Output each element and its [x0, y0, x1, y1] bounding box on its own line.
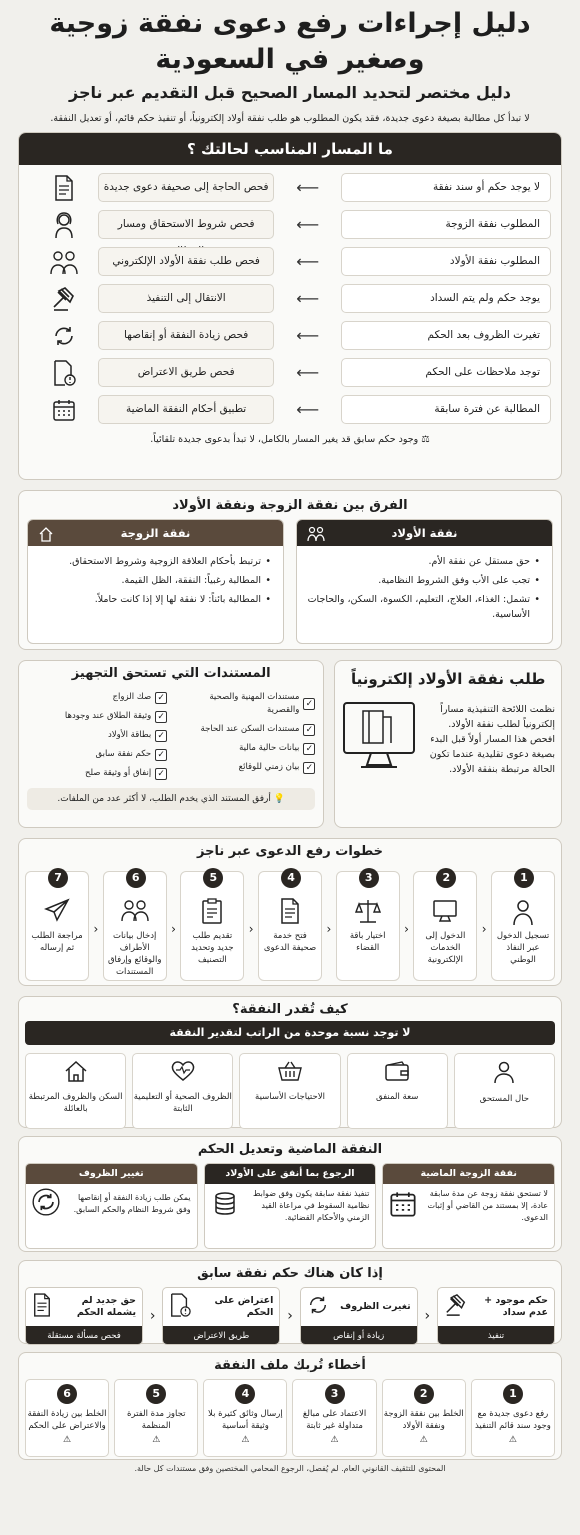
difference-panel — [18, 490, 562, 650]
steps-panel — [18, 838, 562, 986]
checkbox-icon: ✓ — [155, 768, 167, 780]
refresh-icon — [307, 1294, 329, 1321]
path-action: تطبيق أحكام النفقة الماضية — [98, 395, 274, 424]
path-row — [19, 169, 561, 206]
documents-tip — [27, 788, 315, 810]
document-icon — [29, 175, 98, 201]
warning-icon: ⚠ — [330, 1435, 339, 1445]
paths-panel — [18, 132, 562, 480]
step-text: فتح خدمة صحيفة الدعوى — [263, 931, 317, 953]
existing-judgement-panel — [18, 1260, 562, 1344]
step-card — [258, 871, 322, 981]
electronic-request-panel — [334, 660, 562, 828]
checkbox-icon: ✓ — [155, 730, 167, 742]
factor-card — [25, 1053, 126, 1129]
error-text: رفع دعوى جديدة مع وجود سند قائم التنفيذ — [474, 1409, 551, 1431]
item-label: مستندات المهنية والصحية والقصرية — [209, 692, 300, 715]
arrow-left-icon: ⟵ — [296, 325, 320, 345]
woman-icon — [29, 211, 98, 239]
arrow-left-icon: ‹ — [326, 922, 332, 936]
item-label: صك الزواج — [112, 692, 152, 702]
path-row — [19, 280, 561, 317]
item-label: مستندات السكن عند الحاجة — [200, 724, 300, 734]
step-card — [336, 871, 400, 981]
documents-panel — [18, 660, 324, 828]
paths-note — [19, 434, 561, 447]
past-card — [382, 1163, 555, 1249]
children-icon — [307, 525, 325, 551]
error-number: 5 — [146, 1384, 166, 1404]
item-label: بطاقة الأولاد — [107, 730, 152, 740]
step-number: 5 — [203, 868, 223, 888]
path-action: فحص الحاجة إلى صحيفة دعوى جديدة — [98, 173, 274, 202]
person-icon — [493, 1076, 515, 1087]
checkbox-icon: ✓ — [155, 692, 167, 704]
gavel-icon — [444, 1293, 468, 1322]
step-card — [103, 871, 167, 981]
refresh-icon — [32, 1188, 60, 1221]
path-row — [19, 391, 561, 428]
error-text: الخلط بين زيادة النفقة والاعتراض على الحكم — [27, 1409, 107, 1431]
arrow-left-icon: ⟵ — [296, 214, 320, 234]
factor-card — [132, 1053, 233, 1129]
warning-icon: ⚠ — [241, 1435, 250, 1445]
step-number: 3 — [359, 868, 379, 888]
document-checklist-item — [27, 691, 167, 704]
arrow-left-icon: ‹ — [171, 922, 176, 936]
monitor-icon — [414, 898, 476, 926]
flow-card — [437, 1287, 555, 1345]
arrow-left-icon: ⟵ — [296, 177, 320, 197]
past-card-title: تغيير الظروف — [26, 1164, 197, 1184]
document-checklist-item — [175, 761, 315, 774]
arrow-left-icon: ‹ — [248, 922, 254, 936]
arrow-left-icon: ‹ — [287, 1307, 293, 1324]
document-checklist-item — [175, 742, 315, 755]
item-label: وثيقة الطلاق عند وجودها — [64, 711, 152, 721]
arrow-left-icon: ‹ — [404, 922, 409, 936]
checkbox-icon: ✓ — [303, 698, 315, 710]
step-number: 1 — [514, 868, 534, 888]
monitor-icon — [341, 697, 417, 782]
flow-card-title: اعتراض على الحكم — [214, 1295, 274, 1318]
past-title: النفقة الماضية وتعديل الحكم — [197, 1142, 383, 1157]
send-icon — [26, 898, 88, 926]
flow-card-title: حكم موجود + عدم سداد — [484, 1295, 548, 1318]
path-row — [19, 354, 561, 391]
flow-card — [300, 1287, 418, 1345]
warning-icon: ⚠ — [63, 1435, 72, 1445]
objection-document-icon — [29, 360, 98, 386]
errors-panel — [18, 1352, 562, 1460]
refresh-icon — [29, 324, 98, 348]
electronic-title: طلب نفقة الأولاد إلكترونياً — [351, 670, 546, 688]
clipboard-icon — [181, 898, 243, 926]
user-icon — [492, 898, 554, 926]
error-card — [114, 1379, 198, 1457]
arrow-left-icon: ‹ — [149, 1307, 156, 1324]
list-item: • ترتبط بأحكام العلاقة الزوجية وشروط الاستحقاق. — [36, 554, 271, 569]
steps-title: خطوات رفع الدعوى عبر ناجز — [197, 844, 383, 859]
past-card-title: نفقة الزوجة الماضية — [383, 1164, 554, 1184]
step-number: 7 — [48, 868, 68, 888]
calendar-icon — [389, 1190, 417, 1223]
warning-icon: ⚠ — [152, 1435, 161, 1445]
error-text: الخلط بين نفقة الزوجة ونفقة الأولاد — [383, 1409, 464, 1431]
path-action: فحص طريق الاعتراض — [98, 358, 274, 387]
wallet-icon — [384, 1074, 410, 1085]
step-text: تقديم طلب جديد وتحديد التصنيف — [191, 931, 234, 965]
path-action: فحص زيادة النفقة أو إنقاصها — [98, 321, 274, 350]
list-item: • حق مستقل عن نفقة الأم. — [305, 554, 540, 569]
step-text: اختيار باقة القضاء — [349, 931, 386, 953]
checkbox-icon: ✓ — [303, 724, 315, 736]
past-card — [204, 1163, 377, 1249]
past-card-title: الرجوع بما أنفق على الأولاد — [205, 1164, 376, 1184]
step-card — [491, 871, 555, 981]
warning-icon: ⚠ — [419, 1435, 428, 1445]
path-situation: يوجد حكم ولم يتم السداد — [341, 284, 551, 313]
document-checklist-item — [27, 767, 167, 780]
factor-text: السكن والظروف المرتبطة بالعائلة — [28, 1091, 123, 1114]
step-text: إدخال بيانات الأطراف والوقائع وإرفاق المستندات — [107, 931, 162, 977]
step-number: 2 — [436, 868, 456, 888]
document-checklist-item — [175, 723, 315, 736]
error-card — [292, 1379, 376, 1457]
checkbox-icon: ✓ — [155, 749, 167, 761]
arrow-left-icon: ⟵ — [296, 399, 320, 419]
list-item: • المطالبة رغبياً: النفقة، الظل القيمة. — [36, 573, 271, 588]
scales-icon: ⚖ — [421, 434, 430, 445]
arrow-left-icon: ‹ — [93, 922, 99, 936]
document-icon — [259, 898, 321, 926]
factor-card — [347, 1053, 448, 1129]
arrow-left-icon: ‹ — [481, 922, 487, 936]
step-number: 6 — [126, 868, 146, 888]
document-icon — [32, 1293, 52, 1322]
basket-icon — [277, 1074, 303, 1085]
item-label: إنفاق أو وثيقة صلح — [84, 768, 152, 778]
flow-card-footer: فحص مسألة مستقلة — [26, 1326, 142, 1345]
item-label: بيان زمني للوقائع — [238, 762, 300, 772]
document-checklist-item — [175, 691, 315, 717]
error-text: تجاوز مدة الفترة المنظمة — [126, 1409, 186, 1431]
past-card-text: لا تستحق نفقة زوجة عن مدة سابقة عادة، إلا بمستند من القاضي أو إثبات الدعوى. — [427, 1189, 548, 1222]
path-situation: توجد ملاحظات على الحكم — [341, 358, 551, 387]
paths-note-text: وجود حكم سابق قد يغير المسار بالكامل، لا تبدأ بدعوى جديدة تلقائياً. — [150, 434, 419, 445]
page-subtitle: دليل مختصر لتحديد المسار الصحيح قبل التقديم عبر ناجز — [69, 83, 511, 102]
past-card-text: يمكن طلب زيادة النفقة أو إنقاصها وفق شروط النظام والحكم السابق. — [73, 1193, 191, 1215]
difference-title: الفرق بين نفقة الزوجة ونفقة الأولاد — [172, 498, 408, 513]
factor-text: الظروف الصحية أو التعليمية الثابتة — [133, 1091, 232, 1114]
path-row — [19, 243, 561, 280]
path-action: فحص شروط الاستحقاق ومسار — [98, 210, 274, 239]
documents-title: المستندات التي تستحق التجهيز — [71, 666, 271, 681]
flow-card-footer: زيادة أو إنقاص — [301, 1326, 417, 1345]
scales-icon — [337, 898, 399, 926]
tip-text: أرفق المستند الذي يخدم الطلب، لا أكثر عدد من الملفات. — [57, 794, 271, 804]
intro-text: لا تبدأ كل مطالبة بصيغة دعوى جديدة، فقد يكون المطلوب هو طلب نفقة أولاد إلكترونياً، أو تنفيذ حكم قائم، أو تعديل النفقة. — [50, 113, 530, 124]
gavel-icon — [29, 286, 98, 312]
step-card — [25, 871, 89, 981]
document-checklist-item — [27, 748, 167, 761]
path-action: الانتقال إلى التنفيذ — [98, 284, 274, 313]
paths-title: ما المسار المناسب لحالتك ؟ — [19, 133, 561, 165]
factor-text: سعة المنفق — [376, 1091, 419, 1102]
checkbox-icon: ✓ — [303, 743, 315, 755]
factor-text: الاحتياجات الأساسية — [255, 1091, 325, 1102]
past-card — [25, 1163, 198, 1249]
step-card — [180, 871, 244, 981]
document-checklist-item — [27, 729, 167, 742]
checkbox-icon: ✓ — [303, 762, 315, 774]
path-row — [19, 206, 561, 243]
factor-card — [239, 1053, 340, 1129]
calendar-icon — [29, 398, 98, 422]
list-item: • تشمل: الغذاء، العلاج، التعليم، الكسوة، السكن، والحاجات الأساسية. — [305, 592, 540, 622]
step-card — [413, 871, 477, 981]
path-action: فحص طلب نفقة الأولاد الإلكتروني — [98, 247, 274, 276]
error-number: 6 — [57, 1384, 77, 1404]
lightbulb-icon: 💡 — [273, 794, 285, 804]
arrow-left-icon: ⟵ — [296, 251, 320, 271]
arrow-left-icon: ⟵ — [296, 288, 320, 308]
children-alimony-title: نفقة الأولاد — [391, 526, 458, 540]
step-text: الدخول إلى الخدمات الإلكترونية — [425, 931, 466, 965]
error-number: 3 — [325, 1384, 345, 1404]
past-alimony-panel — [18, 1136, 562, 1252]
warning-icon: ⚠ — [508, 1435, 517, 1445]
objection-document-icon — [169, 1293, 191, 1322]
flow-card — [162, 1287, 280, 1345]
existing-title: إذا كان هناك حكم نفقة سابق — [197, 1266, 383, 1281]
factor-text: حال المستحق — [479, 1093, 530, 1104]
house-icon — [64, 1074, 88, 1085]
estimate-banner: لا توجد نسبة موحدة من الراتب لتقدير النفقة — [25, 1021, 555, 1045]
path-situation: المطالبة عن فترة سابقة — [341, 395, 551, 424]
house-icon — [38, 525, 54, 551]
error-card — [25, 1379, 109, 1457]
flow-card-title: حق جديد لم يشمله الحكم — [76, 1295, 137, 1318]
step-number: 4 — [281, 868, 301, 888]
flow-card — [25, 1287, 143, 1345]
arrow-left-icon: ‹ — [424, 1307, 431, 1324]
electronic-text: نظمت اللائحة التنفيذية مساراً إلكترونياً لطلب نفقة الأولاد. افحص هذا المسار أولاً قبل البدء بصيغة دعوى تقليدية عندما تكون الحالة مرتبطة بنفقة الأولاد. — [429, 703, 555, 775]
path-situation: المطلوب نفقة الزوجة — [341, 210, 551, 239]
path-situation: لا يوجد حكم أو سند نفقة — [341, 173, 551, 202]
step-text: مراجعة الطلب ثم إرساله — [31, 931, 83, 953]
heart-icon — [170, 1074, 196, 1085]
error-text: الاعتماد على مبالغ متداولة غير ثابتة — [302, 1409, 367, 1431]
path-situation: المطلوب نفقة الأولاد — [341, 247, 551, 276]
error-number: 4 — [235, 1384, 255, 1404]
arrow-left-icon: ⟵ — [296, 362, 320, 382]
flow-card-footer: تنفيذ — [438, 1326, 554, 1345]
document-checklist-item — [27, 710, 167, 723]
error-number: 1 — [503, 1384, 523, 1404]
wife-alimony-title: نفقة الزوجة — [120, 526, 191, 540]
estimate-panel — [18, 996, 562, 1128]
page-title: دليل إجراءات رفع دعوى نفقة زوجية وصغير في السعودية — [49, 8, 531, 75]
children-alimony-card — [296, 519, 553, 644]
factor-card — [454, 1053, 555, 1129]
family-icon — [29, 249, 98, 275]
path-situation: تغيرت الظروف بعد الحكم — [341, 321, 551, 350]
flow-card-footer: طريق الاعتراض — [163, 1326, 279, 1345]
error-number: 2 — [414, 1384, 434, 1404]
path-row — [19, 317, 561, 354]
people-icon — [104, 898, 166, 926]
errors-title: أخطاء تُربك ملف النفقة — [214, 1358, 366, 1373]
coins-icon — [211, 1190, 239, 1223]
wife-alimony-card — [27, 519, 284, 644]
error-card — [203, 1379, 287, 1457]
step-text: تسجيل الدخول عبر النفاذ الوطني — [496, 931, 550, 965]
past-card-text: تنفيذ نفقة سابقة يكون وفق ضوابط نظامية السقوط في مراعاة القيد الزمني والأحكام القضائية. — [253, 1189, 370, 1222]
list-item: • تجب على الأب وفق الشروط النظامية. — [305, 573, 540, 588]
list-item: • المطالبة بائناً: لا نفقة لها إلا إذا كانت حاملاً. — [36, 592, 271, 607]
error-text: إرسال وثائق كثيرة بلا وثيقة أساسية — [208, 1409, 283, 1431]
estimate-title: كيف تُقدر النفقة؟ — [232, 1002, 348, 1017]
error-card — [471, 1379, 555, 1457]
item-label: بيانات حالية مالية — [239, 743, 300, 753]
footer-disclaimer: المحتوى للتثقيف القانوني العام. لم يُفصل، الرجوع المحامي المختصين وفق مستندات كل حالة. — [134, 1464, 446, 1473]
checkbox-icon: ✓ — [155, 711, 167, 723]
error-card — [382, 1379, 466, 1457]
flow-card-title: تغيرت الظروف — [340, 1301, 411, 1312]
item-label: حكم نفقة سابق — [95, 749, 152, 759]
